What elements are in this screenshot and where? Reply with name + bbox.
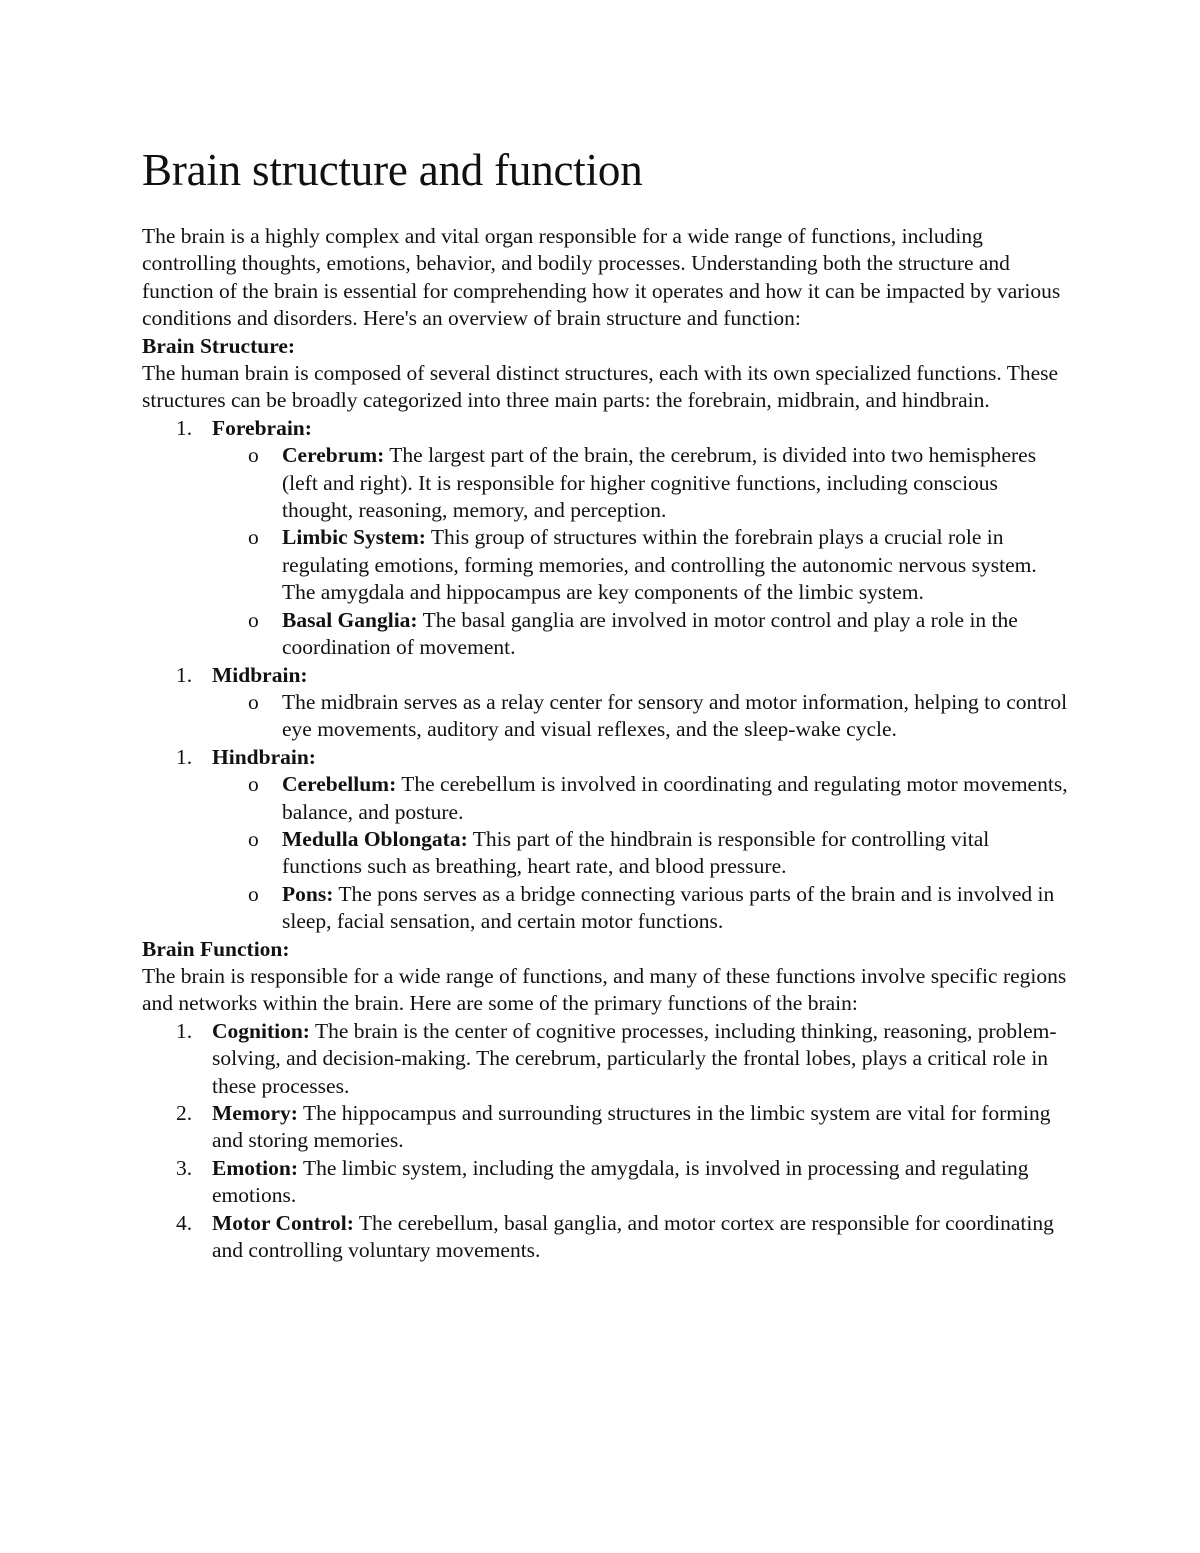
bullet-marker: o: [248, 607, 259, 632]
description: The cerebellum, basal ganglia, and motor cortex are responsible for coordinating and controlling voluntary movements.: [212, 1210, 1054, 1263]
term: Motor Control:: [212, 1210, 354, 1235]
sublist-item-midbrain-description: [212, 689, 1072, 744]
description: The basal ganglia are involved in motor control and play a role in the coordination of movement.: [282, 607, 1018, 660]
sublist-item-pons: [212, 881, 1072, 936]
list-item-hindbrain: [142, 744, 1072, 936]
list-item-emotion: [142, 1155, 1072, 1210]
brain-function-heading: Brain Function:: [142, 936, 290, 961]
list-number: 4.: [176, 1210, 193, 1235]
sublist-item-cerebellum: [212, 771, 1072, 826]
description: The hippocampus and surrounding structures in the limbic system are vital for forming and storing memories.: [212, 1101, 1051, 1153]
brain-structure-heading: Brain Structure:: [142, 333, 296, 358]
brain-function-paragraph: The brain is responsible for a wide range of functions, and many of these functions involve specific regions and networks within the brain. Here are some of the primary functions of the brain:: [142, 963, 1067, 1016]
description: The cerebellum is involved in coordinating and regulating motor movements, balance, and posture.: [282, 772, 1068, 824]
term: Cerebrum:: [282, 443, 385, 468]
forebrain-sublist: [212, 442, 1072, 661]
list-number: 2.: [176, 1101, 193, 1125]
list-item-motor-control: [142, 1210, 1072, 1265]
page-title: Brain structure and function: [142, 145, 643, 195]
bullet-marker: o: [248, 881, 259, 906]
hindbrain-sublist: [212, 771, 1072, 935]
list-number: 3.: [176, 1155, 193, 1180]
term: Cognition:: [212, 1018, 310, 1043]
sublist-item-limbic-system: [212, 524, 1072, 606]
part-name: Midbrain:: [212, 662, 308, 687]
description: The pons serves as a bridge connecting various parts of the brain and is involved in sleep, facial sensation, and certain motor functions.: [282, 881, 1055, 934]
sublist-item-cerebrum: [212, 442, 1072, 524]
description: The limbic system, including the amygdala, is involved in processing and regulating emotions.: [212, 1155, 1029, 1208]
part-name: Hindbrain:: [212, 744, 316, 769]
brain-structure-paragraph: The human brain is composed of several distinct structures, each with its own specialized functions. These structures can be broadly categorized into three main parts: the forebrain, midbrain, and hindbrain.: [142, 361, 1059, 413]
bullet-marker: o: [248, 772, 259, 797]
bullet-marker: o: [248, 525, 259, 550]
term: Limbic System:: [282, 525, 426, 550]
description: The brain is the center of cognitive processes, including thinking, reasoning, problem-solving, and decision-making. The cerebrum, particularly the frontal lobes, plays a critical role in these processes.: [212, 1018, 1057, 1098]
list-item-forebrain: [142, 415, 1072, 662]
term: Cerebellum:: [282, 772, 397, 797]
bullet-marker: o: [248, 826, 259, 851]
description: The largest part of the brain, the cerebrum, is divided into two hemispheres (left and right). It is responsible for higher cognitive functions, including conscious thought, reasoning, memory, and perception.: [282, 443, 1037, 523]
list-item-memory: [142, 1100, 1072, 1155]
list-number: 1.: [176, 744, 193, 769]
sublist-item-medulla-oblongata: [212, 826, 1072, 881]
term: Medulla Oblongata:: [282, 826, 468, 851]
list-item-midbrain: [142, 662, 1072, 744]
description: The midbrain serves as a relay center for sensory and motor information, helping to control eye movements, auditory and visual reflexes, and the sleep-wake cycle.: [282, 689, 1068, 742]
document-page: [142, 143, 1072, 1264]
brain-functions-list: [142, 1018, 1072, 1265]
term: Emotion:: [212, 1155, 298, 1180]
term: Basal Ganglia:: [282, 607, 418, 632]
list-number: 1.: [176, 662, 193, 687]
description: This part of the hindbrain is responsible for controlling vital functions such as breathing, heart rate, and blood pressure.: [282, 826, 990, 879]
list-number: 1.: [176, 415, 193, 440]
list-item-cognition: [142, 1018, 1072, 1100]
description: This group of structures within the forebrain plays a crucial role in regulating emotions, forming memories, and controlling the autonomic nervous system. The amygdala and hippocampus are key components of the limbic system.: [282, 525, 1037, 605]
term: Memory:: [212, 1101, 298, 1125]
list-number: 1.: [176, 1018, 193, 1043]
midbrain-sublist: [212, 689, 1072, 744]
part-name: Forebrain:: [212, 415, 312, 440]
intro-paragraph: The brain is a highly complex and vital organ responsible for a wide range of functions, including controlling thoughts, emotions, behavior, and bodily processes. Understanding both the structure and function of the brain is essential for comprehending how it operates and how it can be impacted by various conditions and disorders. Here's an overview of brain structure and function:: [142, 224, 1061, 331]
sublist-item-basal-ganglia: [212, 607, 1072, 662]
bullet-marker: o: [248, 443, 259, 468]
term: Pons:: [282, 881, 334, 906]
bullet-marker: o: [248, 689, 259, 714]
brain-parts-list: [142, 415, 1072, 936]
